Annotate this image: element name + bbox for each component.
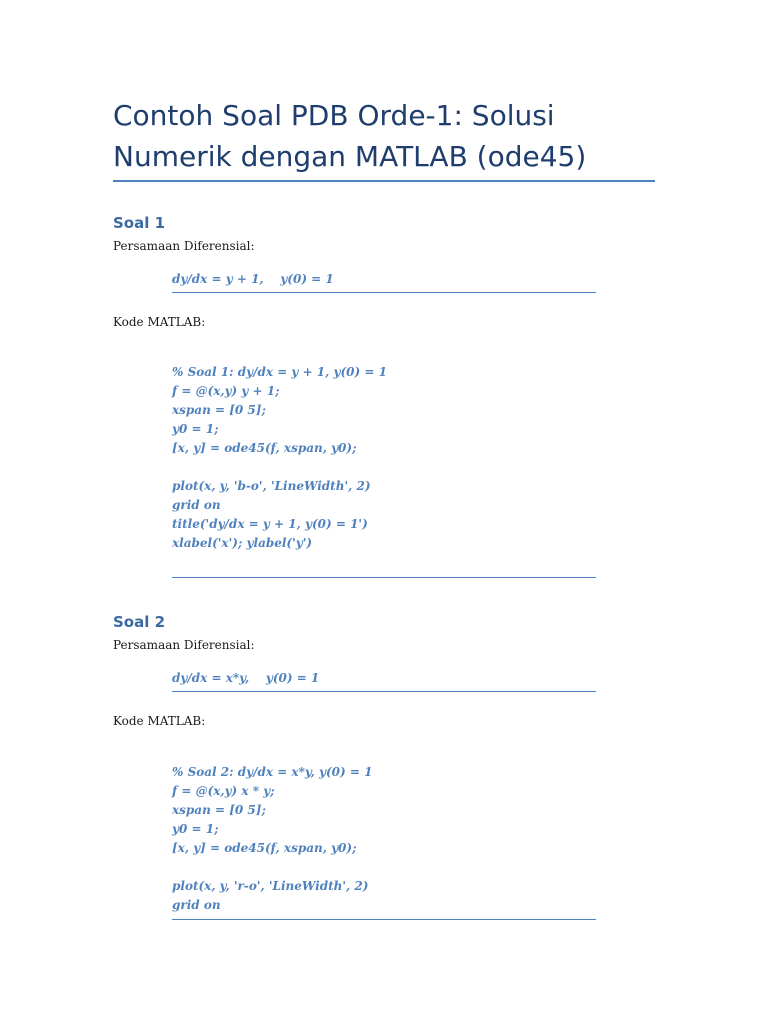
code-line: f = @(x,y) x * y; <box>172 784 275 798</box>
code-line: % Soal 1: dy/dx = y + 1, y(0) = 1 <box>172 365 387 379</box>
code-line: [x, y] = ode45(f, xspan, y0); <box>172 841 357 855</box>
code-line: grid on <box>172 898 221 912</box>
equation-soal-2: dy/dx = x*y, y(0) = 1 <box>172 671 320 685</box>
code-line: plot(x, y, 'r-o', 'LineWidth', 2) <box>172 879 369 893</box>
equation-soal-1: dy/dx = y + 1, y(0) = 1 <box>172 272 334 286</box>
code-blank-line <box>172 458 596 477</box>
equation-block-soal-2 <box>172 669 596 692</box>
page-title: Contoh Soal PDB Orde-1: Solusi Numerik dengan MATLAB (ode45) <box>113 99 587 173</box>
code-block-soal-2 <box>172 763 596 920</box>
code-line: xspan = [0 5]; <box>172 403 266 417</box>
equation-label-soal-2: Persamaan Diferensial: <box>113 638 255 652</box>
code-block-soal-1 <box>172 363 596 578</box>
code-label-soal-1: Kode MATLAB: <box>113 315 206 329</box>
title-divider <box>113 180 655 182</box>
code-line: xlabel('x'); ylabel('y') <box>172 536 313 550</box>
code-line: % Soal 2: dy/dx = x*y, y(0) = 1 <box>172 765 373 779</box>
code-label-soal-2: Kode MATLAB: <box>113 714 206 728</box>
section-heading-soal-1: Soal 1 <box>113 214 166 232</box>
code-line: xspan = [0 5]; <box>172 803 266 817</box>
code-line: y0 = 1; <box>172 822 219 836</box>
code-blank-line <box>172 858 596 877</box>
code-line: title('dy/dx = y + 1, y(0) = 1') <box>172 517 368 531</box>
code-line: grid on <box>172 498 221 512</box>
code-line: [x, y] = ode45(f, xspan, y0); <box>172 441 357 455</box>
equation-block-soal-1 <box>172 270 596 293</box>
equation-label-soal-1: Persamaan Diferensial: <box>113 239 255 253</box>
code-line: f = @(x,y) y + 1; <box>172 384 280 398</box>
code-line: plot(x, y, 'b-o', 'LineWidth', 2) <box>172 479 371 493</box>
section-heading-soal-2: Soal 2 <box>113 613 166 631</box>
code-line: y0 = 1; <box>172 422 219 436</box>
